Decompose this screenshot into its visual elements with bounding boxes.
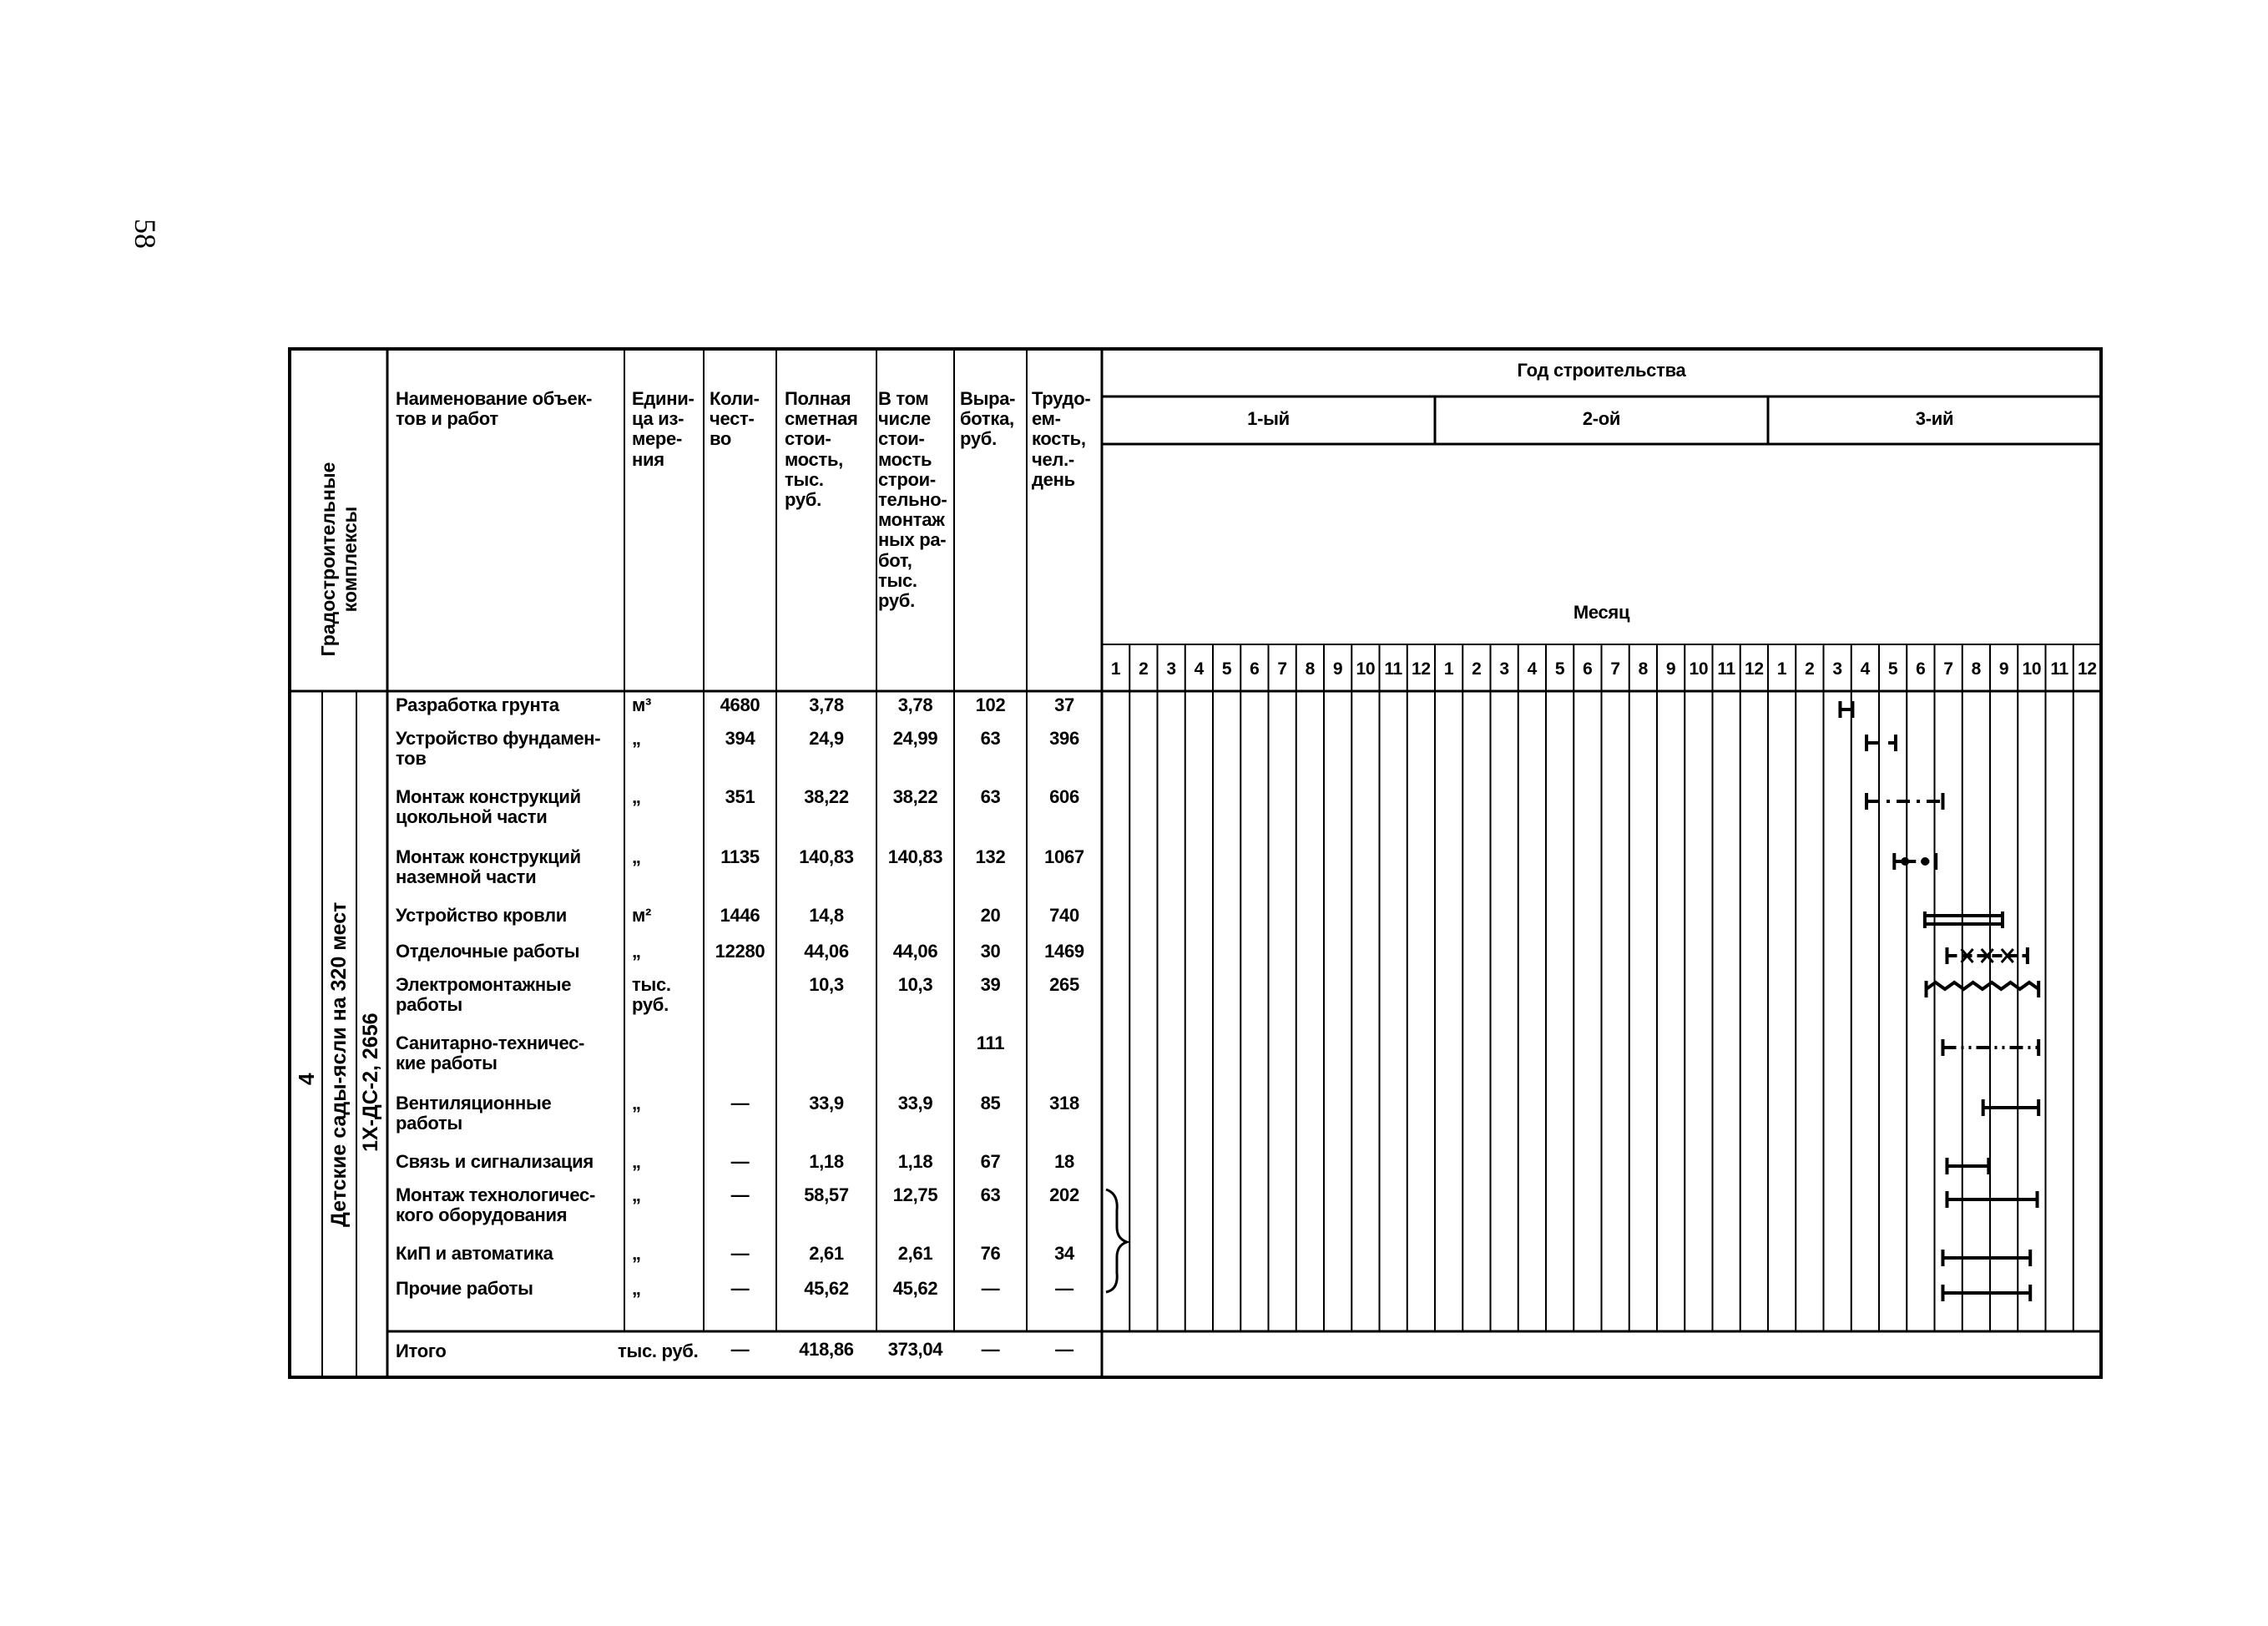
row-smr-cost: 12,75	[892, 1184, 938, 1205]
month-label: 9	[1665, 659, 1676, 679]
row-name: Устройство кровли	[396, 905, 568, 926]
row-unit: „	[632, 1184, 641, 1205]
month-label: 10	[1689, 659, 1709, 679]
gantt-bar	[1894, 853, 1936, 870]
row-smr-cost: 38,22	[892, 786, 938, 807]
complex-name: Детские сады-ясли на 320 мест	[327, 901, 351, 1227]
row-name: Санитарно-техничес- кие работы	[396, 1033, 585, 1074]
row-output: 63	[980, 1184, 1001, 1205]
header-month: Месяц	[1573, 602, 1630, 623]
month-label: 3	[1499, 659, 1509, 679]
total-output: —	[981, 1339, 1000, 1360]
row-name: Вентиляционные работы	[396, 1093, 552, 1134]
row-labor: 265	[1049, 974, 1079, 995]
row-quantity: 4680	[720, 694, 760, 715]
row-quantity: —	[730, 1278, 750, 1299]
month-label: 7	[1277, 659, 1287, 679]
row-unit: тыс. руб.	[632, 974, 671, 1016]
row-labor: 1469	[1044, 941, 1084, 962]
row-name: КиП и автоматика	[396, 1243, 553, 1264]
row-smr-cost: 3,78	[897, 694, 933, 715]
header-smr-cost: В том числе стои- мость строи- тельно- монтаж ных ра- бот, тыс. руб.	[878, 388, 947, 611]
month-label: 1	[1443, 659, 1454, 679]
month-label: 4	[1194, 659, 1205, 679]
row-smr-cost: 33,9	[897, 1093, 933, 1113]
row-unit: „	[632, 786, 641, 807]
month-label: 8	[1305, 659, 1316, 679]
row-smr-cost: 45,62	[892, 1278, 938, 1299]
row-output: 111	[976, 1033, 1005, 1053]
row-smr-cost: 44,06	[892, 941, 938, 962]
row-unit: „	[632, 846, 641, 867]
total-quantity: —	[730, 1339, 750, 1360]
row-full-cost: 10,3	[809, 974, 844, 995]
row-name: Монтаж технологичес- кого оборудования	[396, 1184, 595, 1226]
row-output: 63	[980, 728, 1001, 749]
row-output: —	[981, 1278, 1000, 1299]
month-label: 5	[1887, 659, 1898, 679]
row-labor: —	[1055, 1278, 1073, 1299]
complex-number: 4	[294, 1073, 319, 1085]
row-name: Прочие работы	[396, 1278, 533, 1299]
row-output: 76	[980, 1243, 1001, 1264]
row-full-cost: 24,9	[809, 728, 844, 749]
row-smr-cost: 10,3	[897, 974, 933, 995]
row-unit: м²	[632, 905, 652, 926]
row-output: 20	[980, 905, 1001, 926]
month-label: 10	[1356, 659, 1376, 679]
header-year-1: 1-ый	[1247, 408, 1290, 429]
month-label: 12	[1411, 659, 1431, 679]
header-output: Выра- ботка, руб.	[960, 388, 1016, 450]
month-label: 5	[1554, 659, 1565, 679]
month-label: 3	[1166, 659, 1176, 679]
month-label: 6	[1583, 659, 1593, 679]
row-quantity: 1446	[720, 905, 760, 926]
gantt-bar	[1947, 947, 2027, 964]
row-labor: 396	[1049, 728, 1079, 749]
gantt-bar	[1866, 793, 1942, 810]
row-name: Отделочные работы	[396, 941, 580, 962]
row-name: Устройство фундамен- тов	[396, 728, 601, 770]
row-unit: „	[632, 1278, 641, 1299]
row-labor: 202	[1049, 1184, 1079, 1205]
page-number: 58	[129, 219, 162, 249]
row-quantity: 351	[725, 786, 755, 807]
row-name: Электромонтажные работы	[396, 974, 572, 1016]
row-output: 30	[980, 941, 1001, 962]
row-labor: 37	[1054, 694, 1074, 715]
brace-mark	[1106, 1189, 1127, 1292]
month-label: 7	[1943, 659, 1953, 679]
month-label: 2	[1139, 659, 1149, 679]
gantt-bar	[1947, 1158, 1988, 1174]
row-full-cost: 1,18	[809, 1151, 844, 1172]
total-label: Итого	[396, 1341, 447, 1361]
row-quantity: 394	[725, 728, 755, 749]
row-unit: „	[632, 1151, 641, 1172]
row-smr-cost: 1,18	[897, 1151, 933, 1172]
total-unit: тыс. руб.	[618, 1341, 699, 1361]
month-label: 7	[1610, 659, 1620, 679]
header-year-2: 2-ой	[1582, 408, 1621, 429]
month-label: 12	[1744, 659, 1764, 679]
row-full-cost: 45,62	[804, 1278, 849, 1299]
row-quantity: —	[730, 1184, 750, 1205]
month-label: 11	[1384, 659, 1402, 679]
month-label: 12	[2077, 659, 2097, 679]
row-output: 63	[980, 786, 1001, 807]
month-label: 10	[2022, 659, 2042, 679]
month-label: 3	[1832, 659, 1842, 679]
header-unit: Едини- ца из- мере- ния	[632, 388, 695, 470]
month-label: 4	[1527, 659, 1538, 679]
row-labor: 34	[1054, 1243, 1074, 1264]
month-label: 8	[1971, 659, 1982, 679]
header-construction-year: Год строительства	[1517, 360, 1686, 381]
row-full-cost: 140,83	[799, 846, 854, 867]
header-complexes: Градостроительные комплексы	[317, 462, 361, 657]
row-quantity: —	[730, 1151, 750, 1172]
month-label: 6	[1916, 659, 1926, 679]
row-unit: „	[632, 728, 641, 749]
row-full-cost: 14,8	[809, 905, 844, 926]
row-unit: „	[632, 941, 641, 962]
row-output: 85	[980, 1093, 1001, 1113]
row-full-cost: 2,61	[809, 1243, 844, 1264]
row-labor: 606	[1049, 786, 1079, 807]
row-name: Разработка грунта	[396, 694, 559, 715]
complex-project: 1Х-ДС-2, 2656	[359, 1012, 382, 1152]
month-label: 11	[1717, 659, 1735, 679]
total-smr-cost: 373,04	[887, 1339, 943, 1360]
row-quantity: 1135	[720, 846, 760, 867]
row-full-cost: 33,9	[809, 1093, 844, 1113]
month-label: 9	[1998, 659, 2009, 679]
month-label: 11	[2050, 659, 2068, 679]
total-full-cost: 418,86	[799, 1339, 854, 1360]
row-name: Связь и сигнализация	[396, 1151, 594, 1172]
row-labor: 318	[1049, 1093, 1079, 1113]
gantt-bar	[1983, 1099, 2039, 1116]
header-year-3: 3-ий	[1915, 408, 1954, 429]
header-full-cost: Полная сметная стои- мость, тыс. руб.	[785, 388, 858, 510]
row-name: Монтаж конструкций наземной части	[396, 846, 581, 888]
row-unit: „	[632, 1093, 641, 1113]
month-label: 5	[1221, 659, 1232, 679]
row-full-cost: 38,22	[804, 786, 849, 807]
row-unit: м³	[632, 694, 652, 715]
row-output: 39	[980, 974, 1001, 995]
row-quantity: —	[730, 1093, 750, 1113]
month-label: 2	[1472, 659, 1482, 679]
row-quantity: 12280	[715, 941, 765, 962]
total-labor: —	[1055, 1339, 1073, 1360]
gantt-bar	[1947, 1191, 2037, 1208]
month-label: 9	[1332, 659, 1343, 679]
row-smr-cost: 140,83	[887, 846, 943, 867]
month-label: 1	[1776, 659, 1787, 679]
month-label: 2	[1805, 659, 1815, 679]
row-name: Монтаж конструкций цокольной части	[396, 786, 581, 828]
row-output: 67	[980, 1151, 1001, 1172]
header-name: Наименование объек- тов и работ	[396, 388, 593, 430]
gantt-bar	[1866, 735, 1896, 751]
row-labor: 1067	[1044, 846, 1084, 867]
header-quantity: Коли- чест- во	[710, 388, 760, 450]
row-quantity: —	[730, 1243, 750, 1264]
row-unit: „	[632, 1243, 641, 1264]
row-full-cost: 58,57	[804, 1184, 849, 1205]
row-full-cost: 3,78	[809, 694, 844, 715]
month-label: 1	[1110, 659, 1121, 679]
row-output: 102	[975, 694, 1006, 715]
header-labor: Трудо- ем- кость, чел.- день	[1032, 388, 1091, 490]
row-full-cost: 44,06	[804, 941, 849, 962]
month-label: 6	[1250, 659, 1260, 679]
row-smr-cost: 24,99	[892, 728, 938, 749]
row-output: 132	[975, 846, 1006, 867]
gantt-bar	[1927, 981, 2039, 997]
month-label: 4	[1860, 659, 1871, 679]
month-label: 8	[1638, 659, 1649, 679]
row-smr-cost: 2,61	[897, 1243, 933, 1264]
row-labor: 18	[1054, 1151, 1074, 1172]
row-labor: 740	[1049, 905, 1079, 926]
